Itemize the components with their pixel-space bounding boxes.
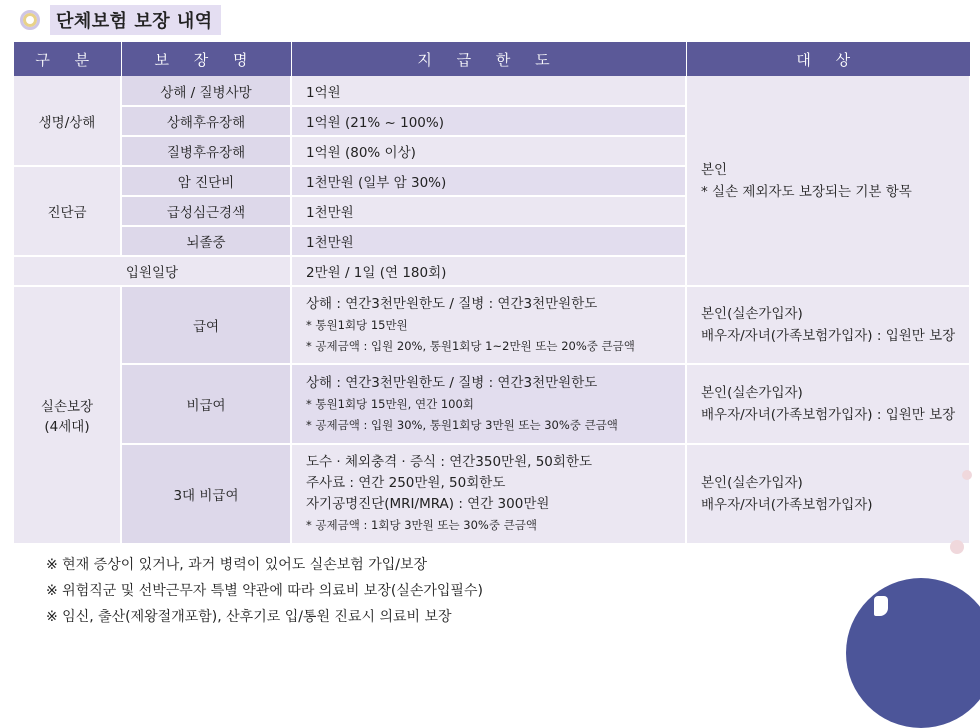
category-sublabel: (4세대) bbox=[44, 419, 90, 435]
payment-limit: 1천만원 (일부 암 30%) bbox=[291, 166, 686, 196]
payment-limit: 1억원 (21% ~ 100%) bbox=[291, 106, 686, 136]
coverage-name: 상해 / 질병사망 bbox=[121, 76, 291, 106]
notes-list bbox=[46, 552, 483, 630]
target-cell bbox=[686, 286, 970, 364]
decorative-circle bbox=[846, 578, 980, 728]
limit-line: 상해 : 연간3천만원한도 / 질병 : 연간3천만원한도 bbox=[306, 374, 598, 391]
category-label: 실손보장 bbox=[40, 399, 94, 415]
category-diagnosis: 진단금 bbox=[14, 166, 121, 256]
coverage-table bbox=[14, 42, 971, 545]
target-line: 본인(실손가입자) bbox=[701, 475, 803, 491]
coverage-name: 입원일당 bbox=[14, 256, 291, 286]
target-common bbox=[686, 76, 970, 286]
target-cell bbox=[686, 364, 970, 444]
category-life: 생명/상해 bbox=[14, 76, 121, 166]
target-line: 배우자/자녀(가족보험가입자) bbox=[701, 497, 873, 513]
note-item: ※ 위험직군 및 선박근무자 특별 약관에 따라 의료비 보장(실손가입필수) bbox=[46, 583, 483, 599]
coverage-name: 질병후유장해 bbox=[121, 136, 291, 166]
table-row bbox=[14, 444, 970, 544]
limit-note: * 통원1회당 15만원 bbox=[306, 317, 408, 332]
coverage-name: 암 진단비 bbox=[121, 166, 291, 196]
coverage-name: 급성심근경색 bbox=[121, 196, 291, 226]
payment-limit bbox=[291, 364, 686, 444]
target-line: 본인(실손가입자) bbox=[701, 306, 803, 322]
payment-limit: 1억원 bbox=[291, 76, 686, 106]
target-line: 본인 bbox=[701, 161, 728, 178]
coverage-name: 비급여 bbox=[121, 364, 291, 444]
limit-note: * 공제금액 : 입원 20%, 통원1회당 1~2만원 또는 20%중 큰금액 bbox=[306, 338, 635, 353]
limit-line: 상해 : 연간3천만원한도 / 질병 : 연간3천만원한도 bbox=[306, 295, 598, 312]
table-header-row bbox=[14, 42, 970, 76]
note-item: ※ 현재 증상이 있거나, 과거 병력이 있어도 실손보험 가입/보장 bbox=[46, 557, 428, 573]
limit-line: 자기공명진단(MRI/MRA) : 연간 300만원 bbox=[306, 496, 550, 512]
payment-limit bbox=[291, 444, 686, 544]
limit-note: * 통원1회당 15만원, 연간 100회 bbox=[306, 396, 474, 411]
section-title bbox=[20, 5, 221, 35]
header-category: 구 분 bbox=[14, 42, 121, 76]
page-title: 단체보험 보장 내역 bbox=[50, 5, 221, 35]
payment-limit: 1천만원 bbox=[291, 226, 686, 256]
target-line: 배우자/자녀(가족보험가입자) : 입원만 보장 bbox=[701, 407, 956, 423]
payment-limit: 1천만원 bbox=[291, 196, 686, 226]
bullet-circle-icon bbox=[20, 10, 40, 30]
table-row bbox=[14, 364, 970, 444]
limit-note: * 공제금액 : 입원 30%, 통원1회당 3만원 또는 30%중 큰금액 bbox=[306, 417, 618, 432]
limit-line: 주사료 : 연간 250만원, 50회한도 bbox=[306, 475, 506, 491]
target-line: 본인(실손가입자) bbox=[701, 385, 803, 401]
header-coverage-name: 보 장 명 bbox=[121, 42, 291, 76]
payment-limit: 2만원 / 1일 (연 180회) bbox=[291, 256, 686, 286]
category-medical bbox=[14, 286, 121, 544]
coverage-name: 뇌졸중 bbox=[121, 226, 291, 256]
header-target: 대 상 bbox=[686, 42, 970, 76]
limit-line: 도수 · 체외충격 · 증식 : 연간350만원, 50회한도 bbox=[306, 454, 593, 470]
table-row bbox=[14, 76, 970, 106]
coverage-name: 3대 비급여 bbox=[121, 444, 291, 544]
header-payment-limit: 지 급 한 도 bbox=[291, 42, 686, 76]
coverage-name: 급여 bbox=[121, 286, 291, 364]
blossom-icon bbox=[950, 540, 964, 554]
payment-limit: 1억원 (80% 이상) bbox=[291, 136, 686, 166]
payment-limit bbox=[291, 286, 686, 364]
limit-note: * 공제금액 : 1회당 3만원 또는 30%중 큰금액 bbox=[306, 518, 537, 532]
coverage-name: 상해후유장해 bbox=[121, 106, 291, 136]
blossom-icon bbox=[962, 470, 972, 480]
quote-mark-icon bbox=[874, 596, 888, 616]
table-row bbox=[14, 286, 970, 364]
target-line: 배우자/자녀(가족보험가입자) : 입원만 보장 bbox=[701, 328, 956, 344]
target-note: * 실손 제외자도 보장되는 기본 항목 bbox=[701, 183, 912, 200]
target-cell bbox=[686, 444, 970, 544]
note-item: ※ 임신, 출산(제왕절개포함), 산후기로 입/통원 진료시 의료비 보장 bbox=[46, 609, 452, 625]
